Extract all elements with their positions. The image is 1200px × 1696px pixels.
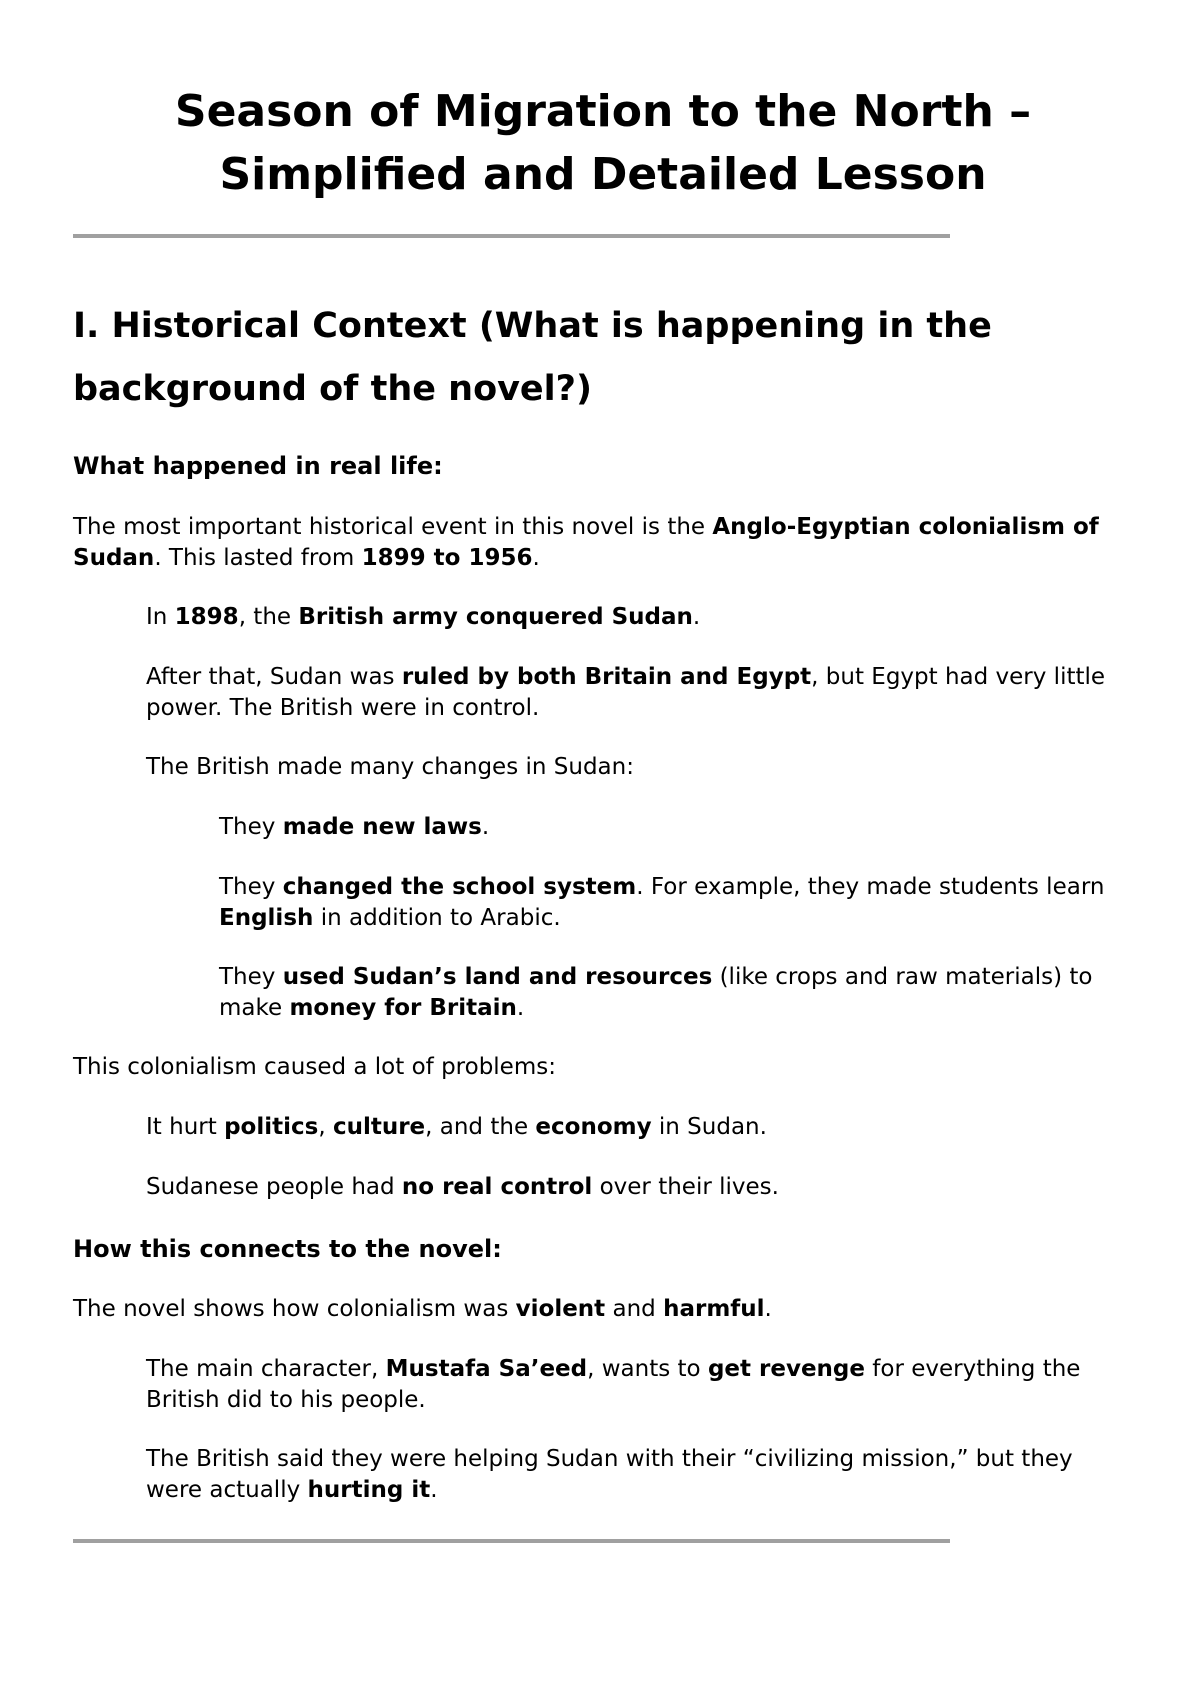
document-title [73,80,1133,206]
bottom-divider [73,1539,950,1543]
section-heading-line-2: background of the novel?) [73,369,592,409]
intro-paragraph: The most important historical event in this novel is the Anglo-Egyptian colonialism of Sudan. This lasted from 1899 to 1956. [73,514,1099,571]
bullet-changes: The British made many changes in Sudan: [146,754,634,780]
sub-bullet-resources: They used Sudan’s land and resources (like crops and raw materials) to make money for Britain. [219,964,1093,1021]
bullet-mustafa: The main character, Mustafa Sa’eed, wants to get revenge for everything the British did to his people. [146,1356,1081,1413]
title-line-2: Simplified and Detailed Lesson [219,149,987,200]
novel-paragraph: The novel shows how colonialism was violent and harmful. [73,1296,772,1322]
section-heading-line-1: I. Historical Context (What is happening in the [73,306,992,346]
bullet-control: Sudanese people had no real control over their lives. [146,1174,779,1200]
title-line-1: Season of Migration to the North – [174,86,1032,137]
real-life-subheading: What happened in real life: [73,452,443,480]
problems-paragraph: This colonialism caused a lot of problems: [73,1054,556,1080]
bullet-hurt: It hurt politics, culture, and the economy in Sudan. [146,1114,767,1140]
bullet-ruled: After that, Sudan was ruled by both Britain and Egypt, but Egypt had very little power. The British were in control. [146,664,1106,721]
bullet-mission: The British said they were helping Sudan with their “civilizing mission,” but they were actually hurting it. [146,1446,1073,1503]
sub-bullet-school: They changed the school system. For example, they made students learn English in addition to Arabic. [219,874,1105,931]
bullet-1898: In 1898, the British army conquered Sudan. [146,604,701,630]
top-divider [73,234,950,238]
sub-bullet-laws: They made new laws. [219,814,490,840]
section-heading [73,295,1133,421]
novel-subheading: How this connects to the novel: [73,1235,502,1263]
